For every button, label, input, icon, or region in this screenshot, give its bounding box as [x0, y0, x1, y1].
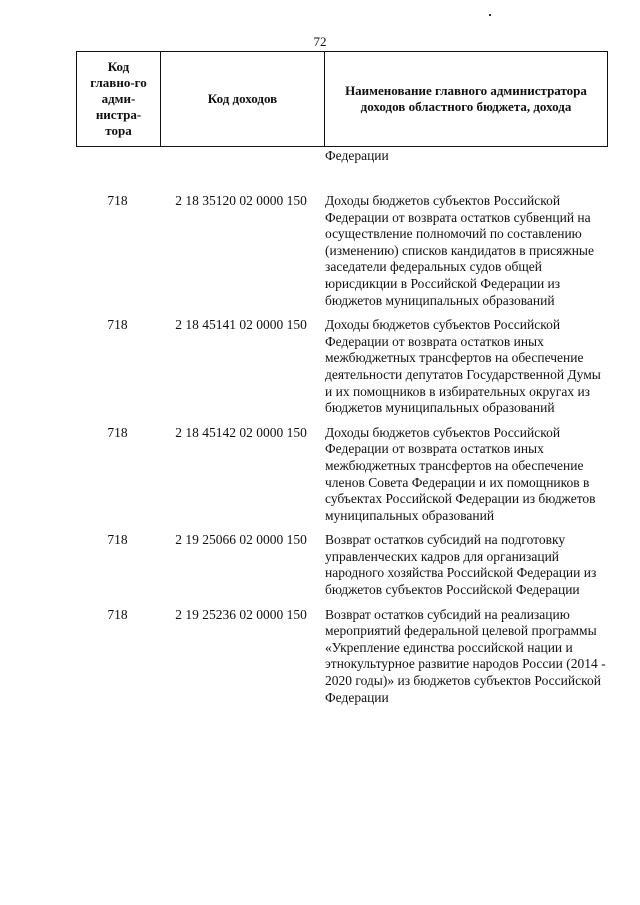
row-admin-code: 718: [107, 424, 128, 440]
header-name-text: Наименование главного администратора доходов областного бюджета, дохода: [345, 83, 587, 114]
page-number: 72: [313, 34, 327, 49]
row-admin-code: 718: [107, 317, 128, 333]
row-income-code: 2 18 45141 02 0000 150: [175, 317, 307, 333]
row-name: Доходы бюджетов субъектов Российской Федерации от возврата остатков иных межбюджетных трансфертов на обеспечение деятельности депутатов Государственной Думы и их помощников в избирательных округах из бюджетов муниципальных образований: [325, 317, 601, 416]
table-body: [76, 147, 608, 706]
row-income-code: 2 18 35120 02 0000 150: [175, 193, 307, 208]
header-admin-code: [77, 52, 160, 146]
table-row: [76, 606, 608, 707]
table-row: [76, 424, 608, 525]
row-admin-code: 718: [107, 193, 128, 208]
header-income-code-text: Код доходов: [207, 91, 278, 106]
row-income-code: 2 18 45142 02 0000 150: [175, 424, 307, 440]
table-row: [76, 192, 608, 309]
row-name: Доходы бюджетов субъектов Российской Федерации от возврата остатков иных межбюджетных трансфертов на обеспечение членов Совета Федерации и их помощников в субъектах Российской Федерации из бюджетов муниципальных образований: [325, 424, 596, 523]
header-income-code: [160, 52, 324, 146]
table-row: [76, 531, 608, 598]
row-income-code: 2 19 25236 02 0000 150: [175, 606, 307, 622]
row-name: Возврат остатков субсидий на подготовку управленческих кадров для организаций народного хозяйства Российской Федерации из бюджетов субъектов Российской Федерации: [325, 532, 597, 598]
row-income-code: 2 19 25066 02 0000 150: [175, 532, 307, 548]
header-name: [324, 52, 607, 146]
row-name: Возврат остатков субсидий на реализацию мероприятий федеральной целевой программы «Укрепление единства российской нации и этнокультурное развитие народов России (2014 - 2020 годы)» из бюджетов субъектов Российской Федерации: [325, 606, 606, 705]
table-header: [76, 51, 608, 147]
continuation-text: Федерации: [325, 148, 389, 163]
row-admin-code: 718: [107, 532, 128, 548]
table-row: [76, 316, 608, 417]
row-name: Доходы бюджетов субъектов Российской Федерации от возврата остатков субвенций на осуществление полномочий по составлению (изменению) списков кандидатов в присяжные заседатели федеральных судов общей юрисдикции в Российской Федерации из бюджетов муниципальных образований: [325, 193, 594, 308]
header-admin-code-text: Код главно-го адми-нистра-тора: [90, 59, 147, 138]
row-admin-code: 718: [107, 606, 128, 622]
scan-speck: [489, 14, 491, 16]
